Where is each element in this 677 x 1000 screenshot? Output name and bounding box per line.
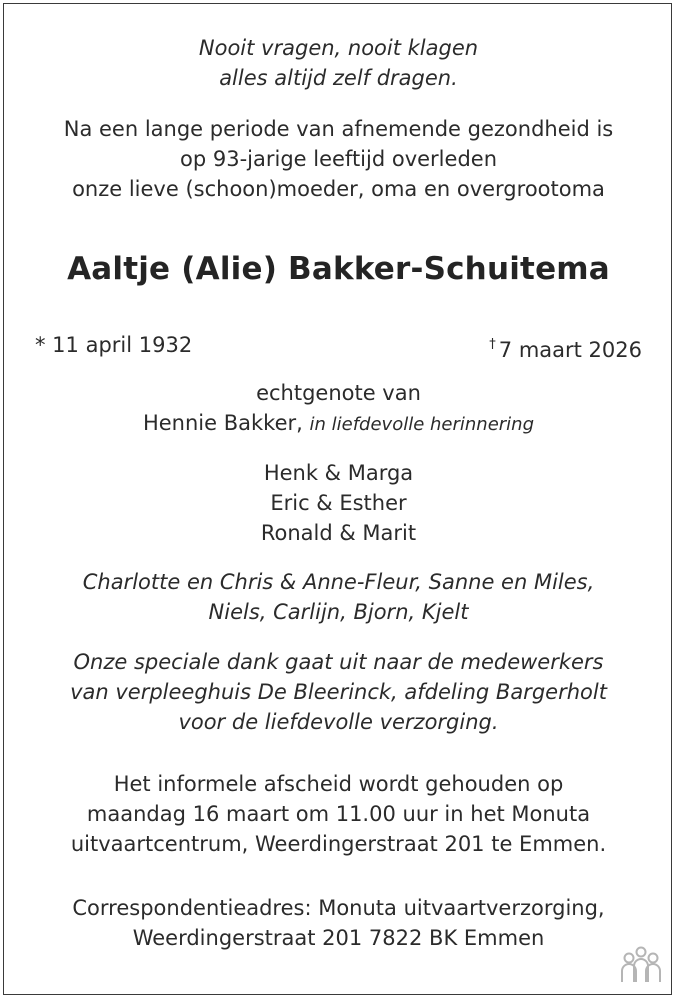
intro-line-1: Na een lange periode van afnemende gezondheid is — [63, 117, 614, 141]
intro-line-3: onze lieve (schoon)moeder, oma en overgrootoma — [72, 177, 605, 201]
deceased-name: Aaltje (Alie) Bakker-Schuitema — [67, 251, 610, 287]
child-line-2: Eric & Esther — [270, 491, 407, 515]
thanks-line-2: van verpleeghuis De Bleerinck, afdeling Bargerholt — [70, 680, 607, 704]
child-line-1: Henk & Marga — [263, 461, 414, 485]
farewell-line-3: uitvaartcentrum, Weerdingerstraat 201 te Emmen. — [70, 832, 607, 856]
farewell-line-1: Het informele afscheid wordt gehouden op — [113, 772, 564, 796]
motto-line-2: alles altijd zelf dragen. — [219, 66, 458, 90]
death-date-block — [489, 330, 642, 365]
child-line-3: Ronald & Marit — [260, 521, 417, 545]
spouse-label: echtgenote van — [256, 381, 421, 405]
spouse-note: in liefdevolle herinnering — [309, 414, 535, 435]
spouse-name: Hennie Bakker, — [142, 411, 303, 435]
grandchildren-line-2: Niels, Carlijn, Bjorn, Kjelt — [208, 600, 469, 624]
spouse-line — [0, 408, 677, 440]
thanks-line-1: Onze speciale dank gaat uit naar de medewerkers — [73, 650, 604, 674]
cross-icon: † — [489, 337, 496, 352]
thanks-line-3: voor de liefdevolle verzorging. — [178, 710, 499, 734]
correspondence-line-1: Correspondentieadres: Monuta uitvaartverzorging, — [72, 896, 605, 920]
people-group-icon — [617, 944, 665, 988]
death-date: 7 maart 2026 — [498, 338, 642, 362]
birth-date: * 11 april 1932 — [35, 333, 193, 357]
grandchildren-line-1: Charlotte en Chris & Anne-Fleur, Sanne en Miles, — [82, 570, 595, 594]
motto-line-1: Nooit vragen, nooit klagen — [198, 36, 479, 60]
farewell-line-2: maandag 16 maart om 11.00 uur in het Monuta — [86, 802, 591, 826]
correspondence-line-2: Weerdingerstraat 201 7822 BK Emmen — [132, 926, 545, 950]
intro-line-2: op 93-jarige leeftijd overleden — [180, 147, 497, 171]
